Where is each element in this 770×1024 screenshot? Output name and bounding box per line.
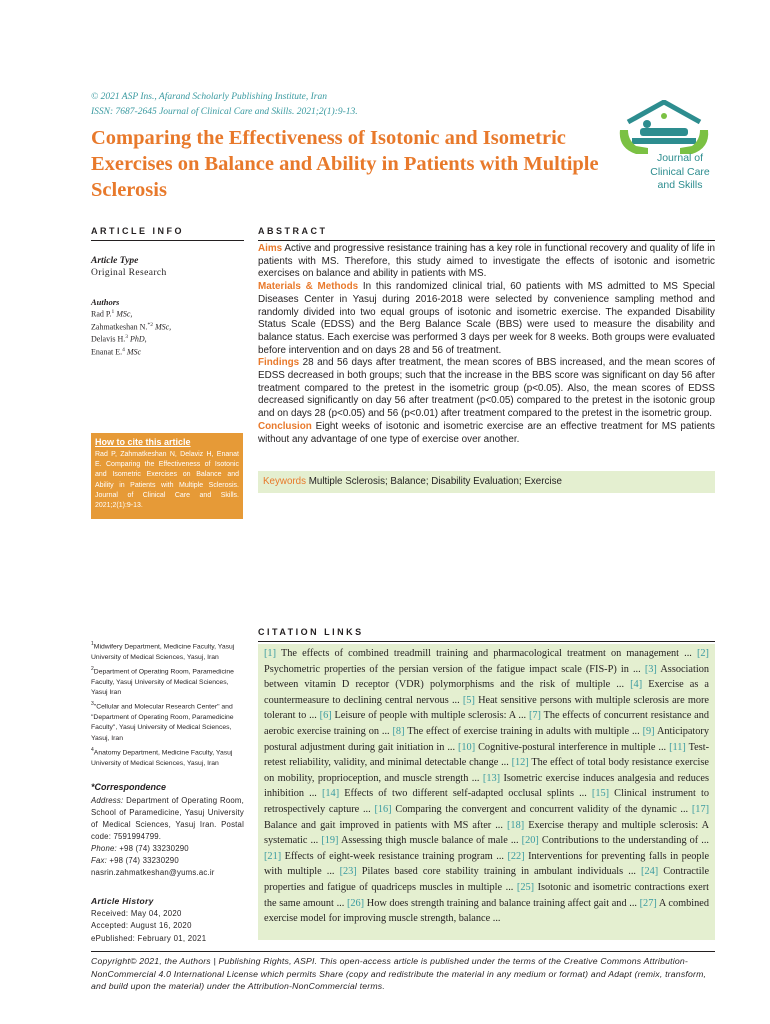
abstract-body [258, 243, 715, 446]
citation-link-ref[interactable]: [1] [264, 648, 277, 659]
citation-link-text: The effect of total body resistance exercise on mobility, proprioception, and muscle strength ... [264, 757, 709, 784]
citation-link-ref[interactable]: [18] [507, 819, 525, 831]
address-value: Department of Operating Room, School of Paramedicine, Yasuj University of Medical Sciences, Yasuj Iran. Postal code: 7591994799. [91, 796, 244, 841]
affiliation-text: Department of Operating Room, Paramedicine Faculty, Yasuj University of Medical Sciences, Yasuj Iran [91, 668, 234, 697]
affiliations [91, 639, 244, 770]
citation-link-text: Leisure of people with multiple sclerosis: A ... [334, 710, 527, 722]
article-info-rule [91, 240, 244, 241]
citation-link-ref[interactable]: [25] [516, 881, 535, 893]
citation-link-ref[interactable]: [20] [521, 835, 539, 847]
citation-link-ref[interactable]: [9] [642, 725, 655, 737]
citation-link-ref[interactable]: [16] [374, 803, 392, 815]
author-name: Enanat E. [91, 347, 123, 357]
citation-link-text: Isotonic and isometric contractions exert the same amount ... [264, 881, 710, 909]
author-name: Rad P. [91, 309, 112, 319]
author-name: Zahmatkeshan N. [91, 322, 148, 332]
citation-link-ref[interactable]: [11] [669, 741, 686, 753]
journal-logo-icon [614, 100, 714, 155]
affiliation-text: Midwifery Department, Medicine Faculty, Yasuj University of Medical Sciences, Yasuj, Iran [91, 643, 235, 661]
citation-link-ref[interactable]: [21] [264, 850, 282, 862]
abstract-rule [258, 240, 715, 241]
citation-link-text: Heat sensitive persons with multiple sclerosis are more tolerant to ... [264, 694, 709, 722]
journal-logo [612, 100, 717, 195]
citation-link-text: Isometric exercise induces analgesia and reduces inhibition ... [264, 772, 710, 800]
phone-value: +98 (74) 33230290 [119, 844, 189, 853]
citation-link-text: Comparing the convergent and concurrent validity of the dynamic ... [395, 803, 689, 815]
citation-link-text: A combined exercise model for improving muscle strength, balance ... [264, 897, 709, 925]
citation-link-ref[interactable]: [10] [457, 741, 476, 753]
affiliation-number: 1 [91, 641, 94, 647]
citation-link-ref[interactable]: [5] [462, 694, 475, 706]
page-title: Comparing the Effectiveness of Isotonic and Isometric Exercises on Balance and Ability in Patients with Multiple Sclerosis [91, 127, 599, 201]
affiliation-number: 4 [91, 746, 94, 753]
article-type-label: Article Type [91, 256, 139, 266]
affiliation-number: 2 [91, 665, 94, 672]
citation-link-ref[interactable]: [12] [511, 757, 529, 769]
keywords-label: Keywords [263, 476, 307, 487]
journal-logo-text: Journal of Clinical Care and Skills [650, 152, 710, 191]
author-degree: MSc, [152, 322, 172, 332]
citation-link-ref[interactable]: [7] [528, 710, 541, 722]
email-link[interactable]: nasrin.zahmatkeshan@yums.ac.ir [91, 868, 215, 877]
keywords-text: Multiple Sclerosis; Balance; Disability Evaluation; Exercise [308, 476, 562, 487]
author-entry [91, 307, 244, 320]
citation-link-ref[interactable]: [24] [641, 866, 659, 878]
affiliation-text: Anatomy Department, Medicine Faculty, Yasuj University of Medical Sciences, Yasuj, Iran [91, 749, 233, 767]
citation-link-text: The effects of combined treadmill training and pharmacological treatment on management ... [280, 648, 692, 659]
author-affil-sup: 1 [111, 309, 115, 315]
affiliation-item [91, 745, 244, 769]
citation-link-text: Exercise therapy and multiple sclerosis: A systematic ... [264, 819, 710, 847]
affiliation-number: 3 [91, 701, 94, 708]
methods-text: In this randomized clinical trial, 60 patients with MS admitted to MS Special Diseases Center in Yasuj during 2016-2018 were selected by convenience sampling method and randomly divided into two equal groups of isotonic and isometric exercise. The expanded Disability Status Scale (EDSS) and the Berg Balance Scale (BBS) were used to measure the disability and balance status. Each exercise was performed 3 days per week for 8 weeks. Both groups were evaluated before intervention and on days 28 and 56 of treatment. [258, 281, 715, 356]
correspondence-body [91, 795, 244, 879]
citation-link-text: Contributions to the understanding of ... [541, 835, 709, 847]
author-entry [91, 345, 244, 358]
citation-link-text: Psychometric properties of the persian version of the fatigue impact scale (FIS-P) in ... [264, 663, 641, 675]
citation-link-text: Assessing thigh muscle balance of male ... [340, 835, 519, 847]
aims-text: Active and progressive resistance training has a key role in functional recovery and quality of life in patients with MS. Therefore, this study aimed to investigate the effects of isotonic and isometric exercises on balance and ability in patients with MS. [258, 243, 715, 280]
issn-header: ISSN: 7687-2645 Journal of Clinical Care and Skills. 2021;2(1):9-13. [91, 107, 358, 117]
citation-link-ref[interactable]: [17] [691, 803, 710, 815]
author-entry [91, 320, 244, 333]
footer-rule [91, 951, 715, 952]
affiliation-text: "Cellular and Molecular Research Center" and "Department of Operating Room, Paramedicine Faculty", Yasuj University of Medical Sciences, Yasuj, Iran [91, 703, 234, 742]
citation-link-ref[interactable]: [3] [644, 663, 657, 675]
citation-link-ref[interactable]: [2] [696, 648, 709, 659]
citation-link-ref[interactable]: [6] [319, 710, 332, 722]
author-degree: MSc [124, 347, 142, 357]
correspondence-title: *Correspondence [91, 782, 167, 792]
affiliation-item [91, 639, 244, 663]
article-history [91, 895, 244, 945]
citation-link-text: Anticipatory postural adjustment during gait initiation in ... [264, 725, 709, 753]
published-date: ePublished: February 01, 2021 [91, 933, 207, 943]
author-entry [91, 332, 244, 345]
aims-label: Aims [258, 243, 283, 254]
author-name: Delavis H. [91, 334, 126, 344]
license-footer: Copyright© 2021, the Authors | Publishing Rights, ASPI. This open-access article is published under the terms of the Creative Commons Attribution-NonCommercial 4.0 International License which permits Share (copy and redistribute the material in any medium or format) and Adapt (remix, transform, and build upon the material) under the Attribution-NonCommercial terms. [91, 956, 707, 991]
citation-link-text: Contractile properties and fatigue of quadriceps muscles in multiple ... [264, 866, 710, 893]
conclusion-text: Eight weeks of isotonic and isometric exercise are an effective treatment for MS patients without any advantage of one type of exercise over another. [258, 420, 715, 445]
citation-link-ref[interactable]: [27] [639, 897, 657, 909]
author-affil-sup: 4 [122, 346, 125, 353]
author-affil-sup: 3 [125, 334, 128, 341]
citation-links-heading: CITATION LINKS [258, 627, 364, 637]
citation-link-text: Cognitive-postural interference in multiple ... [478, 741, 667, 753]
author-degree: MSc, [114, 309, 133, 319]
citation-link-ref[interactable]: [13] [482, 772, 501, 784]
affiliation-item [91, 699, 244, 744]
citation-link-text: Clinical instrument to retrospectively capture ... [264, 788, 709, 815]
citation-link-text: The effect of exercise training in adults with multiple ... [407, 725, 640, 737]
citation-link-text: Effects of eight-week resistance training program ... [284, 850, 504, 862]
citation-link-ref[interactable]: [15] [591, 788, 610, 800]
citation-link-text: Association between vitamin D receptor (VDR) polymorphisms and the risk of multiple ... [264, 663, 709, 691]
citation-link-text: Effects of two different self-adapted occlusal splints ... [344, 788, 587, 800]
fax-label: Fax: [91, 856, 107, 865]
conclusion-label: Conclusion [258, 420, 312, 432]
how-to-cite-box [91, 433, 243, 519]
how-to-cite-title[interactable]: How to cite this article [95, 437, 191, 447]
citation-link-text: How does strength training and balance training affect gait and ... [366, 897, 637, 909]
article-type-section [91, 256, 244, 278]
citation-link-text: Interventions for preventing falls in people with multiple ... [264, 850, 710, 878]
citation-link-ref[interactable]: [14] [321, 788, 340, 800]
citation-link-text: Exercise as a countermeasure to declining central nervous ... [264, 679, 709, 706]
citation-link-text: Balance and gait improved in patients with MS after ... [264, 819, 503, 831]
fax-value: +98 (74) 33230290 [109, 856, 179, 865]
keywords-box [258, 471, 715, 493]
citation-link-text: The effects of concurrent resistance and aerobic exercise training on ... [264, 710, 710, 737]
address-label: Address: [91, 796, 124, 805]
authors-section [91, 297, 244, 358]
citation-link-ref[interactable]: [8] [392, 725, 405, 737]
article-info-heading: ARTICLE INFO [91, 226, 184, 236]
findings-text: 28 and 56 days after treatment, the mean scores of BBS increased, and the mean scores of EDSS decreased in both groups; such that the increase in the BBS score was significant on day 56 after treatment compared to the pretest in the isometric group (p<0.05). Also, the mean scores of EDSS decreased significantly on day 56 after treatment (p<0.05) compared to the pretest in the isotonic group and on days 28 (p<0.05) and 56 (p<0.01) after treatment compared to the pretest in the isometric group. [258, 357, 716, 420]
citation-link-ref[interactable]: [22] [507, 850, 525, 862]
citation-links-box [258, 644, 715, 940]
how-to-cite-body: Rad P, Zahmatkeshan N, Delaviz H, Enanat E. Comparing the Effectiveness of Isotonic and Isometric Exercises on Balance and Ability in Patients with Multiple Sclerosis. Journal of Clinical Care and Skills. 2021;2(1):9-13. [95, 451, 239, 510]
affiliation-item [91, 664, 244, 699]
citation-link-ref[interactable]: [23] [339, 866, 357, 878]
abstract-heading: ABSTRACT [258, 226, 328, 236]
citation-link-text: Test-retest reliability, validity, and minimal detectable change ... [264, 741, 710, 769]
authors-list [91, 307, 244, 358]
phone-label: Phone: [91, 844, 117, 853]
findings-label: Findings [258, 357, 300, 369]
correspondence [91, 782, 244, 879]
copyright-header: © 2021 ASP Ins., Afarand Scholarly Publishing Institute, Iran [91, 92, 328, 102]
received-date: Received: May 04, 2020 [91, 909, 182, 919]
accepted-date: Accepted: August 16, 2020 [91, 921, 192, 931]
author-affil-sup: *2 [147, 321, 153, 328]
citation-link-ref[interactable]: [19] [321, 835, 339, 847]
citation-link-text: Pilates based core stability training in ambulant individuals ... [361, 866, 636, 878]
methods-label: Materials & Methods [258, 281, 359, 293]
citation-link-ref[interactable]: [26] [346, 897, 365, 909]
citation-link-ref[interactable]: [4] [630, 679, 643, 691]
citation-links-rule [258, 641, 715, 642]
authors-label: Authors [91, 297, 120, 307]
article-history-title: Article History [91, 896, 154, 906]
author-degree: PhD, [127, 334, 147, 344]
article-type-value: Original Research [91, 268, 167, 278]
